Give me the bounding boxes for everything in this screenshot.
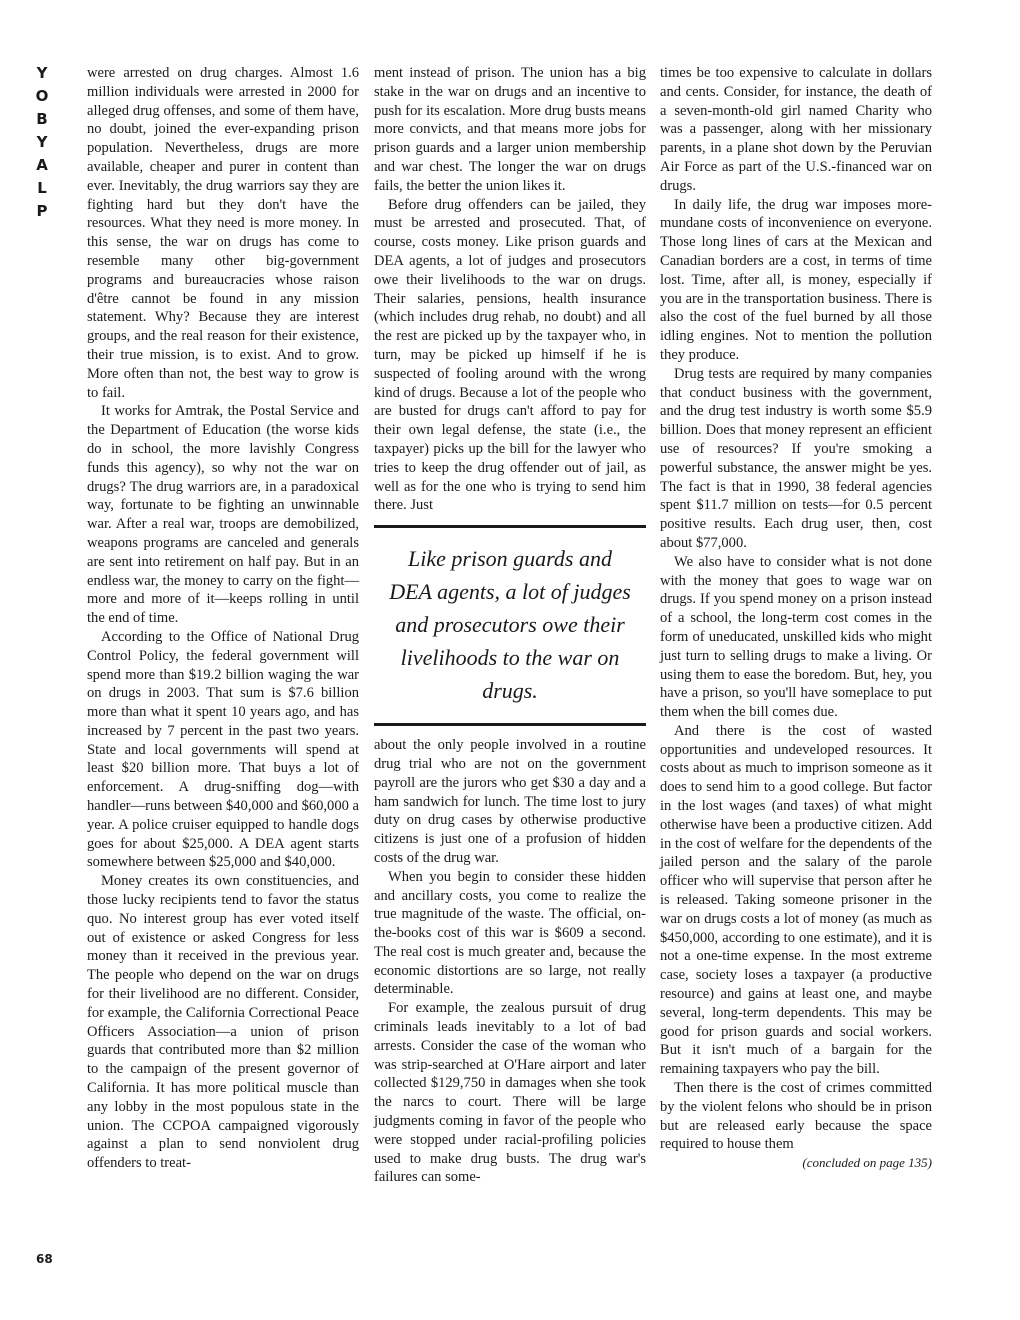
magazine-letter: P <box>36 202 48 220</box>
magazine-letter: Y <box>36 64 48 82</box>
paragraph: Money creates its own constituencies, and those lucky recipients tend to favor the status quo. No interest group has ever voted itself out of existence or asked Congress for less money than it received in the previous year. The people who depend on the war on drugs for their livelihood are no different. Consider, for example, the California Correctional Peace Officers Association—a union of prison guards that contributed more than $2 million to the campaign of the present governor of California. It has more political muscle than any lobby in the most populous state in the union. The CCPOA campaigned vigorously against a plan to send nonviolent drug offenders to treat- <box>87 873 359 1172</box>
paragraph: Then there is the cost of crimes committed by the violent felons who should be in prison but are released early because the space required to house them <box>660 1080 932 1153</box>
paragraph: According to the Office of National Drug Control Policy, the federal government will spend more than $19.2 billion waging the war on drugs in 2003. That sum is $7.6 billion more than what it spent 10 years ago, and has increased by 7 percent in the past two years. State and local governments will spend at least $20 billion more. That buys a lot of enforcement. A drug-sniffing dog—with handler—runs between $40,000 and $60,000 a year. A police cruiser equipped to handle dogs goes for about $25,000. A DEA agent starts somewhere between $25,000 and $40,000. <box>87 628 359 871</box>
paragraph: For example, the zealous pursuit of drug criminals leads inevitably to a lot of bad arrests. Consider the case of the woman who was strip-searched at O'Hare airport and later collected $129,750 in damages when she took the narcs to court. There will be large judgments coming in favor of the people who were stopped under racial-profiling policies used to make drug busts. The drug war's failures can some- <box>374 1000 646 1186</box>
magazine-letter: A <box>36 156 48 174</box>
page-number: 68 <box>36 1252 53 1266</box>
paragraph: We also have to consider what is not done with the money that goes to wage war on drugs. If you spend money on a prison instead of a school, the long-term cost comes in the form of uneducated, unskilled kids who might just turn to selling drugs to make a living. Or using them to ease the boredom. But, hey, you have a prison, so you'll have someplace to put them when the bill comes due. <box>660 553 932 721</box>
paragraph: It works for Amtrak, the Postal Service and the Department of Education (the worse kids do in school, the more lavishly Congress funds this agency), so why not the war on drugs? The drug warriors are, in a paradoxical way, fortunate to be fighting an unwinnable war. After a real war, troops are demobilized, weapons programs are canceled and generals are sent into retirement on half pay. But in an endless war, the money to carry on the fight—more and more of it—keeps rolling in until the end of time. <box>87 403 359 627</box>
magazine-letter: L <box>37 179 47 197</box>
magazine-letter: Y <box>36 133 48 151</box>
magazine-letter: B <box>36 110 48 128</box>
paragraph: Before drug offenders can be jailed, they must be arrested and prosecuted. That, of course, costs money. Like prison guards and DEA agents, a lot of judges and prosecutors owe their livelihoods to the war on drugs. Their salaries, pensions, health insurance (which includes drug rehab, no doubt) and all the rest are picked up by the taxpayer who, in turn, may be picked up himself if he is suspected of fooling around with the wrong kind of drugs. Because a lot of the people who are busted for drugs can't afford to pay for their own legal defense, the state (i.e., the taxpayer) picks up the bill for the lawyer who tries to keep the drug offender out of jail, as well as for the one who is trying to send him there. Just <box>374 196 646 514</box>
paragraph: When you begin to consider these hidden and ancillary costs, you come to realize the true magnitude of the waste. The official, on-the-books cost of this war is $609 a second. The real cost is much greater and, because the economic distortions are so large, not really determinable. <box>374 868 646 998</box>
article-column-2 <box>374 64 646 1187</box>
paragraph: about the only people involved in a routine drug trial who are not on the government payroll are the jurors who get $30 a day and a ham sandwich for lunch. The time lost to jury duty on drug cases by otherwise productive citizens is just one of a profusion of hidden costs of the drug war. <box>374 737 646 866</box>
paragraph: ment instead of prison. The union has a big stake in the war on drugs and an incentive to push for its escalation. More drug busts means more convicts, and that means more jobs for prison guards and a larger union membership and war chest. The longer the war on drugs fails, the better the union likes it. <box>374 65 646 194</box>
article-column-3 <box>660 64 932 1173</box>
paragraph: times be too expensive to calculate in dollars and cents. Consider, for instance, the death of a seven-month-old girl named Charity who was a passenger, along with her missionary parents, in a plane shot down by the Peruvian Air Force as part of the U.S.-financed war on drugs. <box>660 65 932 194</box>
magazine-letter: O <box>35 87 49 105</box>
pull-quote: Like prison guards and DEA agents, a lot of judges and prosecutors owe their livelihoods to the war on drugs. <box>389 546 631 704</box>
pull-quote-bottom-rule <box>374 723 646 726</box>
continued-note: (concluded on page 135) <box>802 1155 932 1171</box>
paragraph: And there is the cost of wasted opportunities and undeveloped resources. It costs about as much to imprison someone as it does to send him to a good college. But factor in the lost wages (and taxes) of what might otherwise have been a productive citizen. Add in the cost of welfare for the dependents of the jailed person and the salary of the parole officer who will supervise that person after he is released. Taking someone prisoner in the war on drugs costs a lot of money (as much as $450,000, according to one estimate), and it is not a one-time expense. In the most extreme case, society loses a taxpayer (a productive resource) and gains at least one, and maybe several, long-term dependents. This may be good for prison guards and social workers. But it isn't much of a bargain for the remaining taxpayers who pay the bill. <box>660 722 932 1078</box>
pull-quote-top-rule <box>374 525 646 528</box>
paragraph: were arrested on drug charges. Almost 1.6 million individuals were arrested in 2000 for alleged drug offenses, and some of them have, no doubt, joined the ever-expanding prison population. Nevertheless, drugs are more available, cheaper and purer in content than ever. Inevitably, the drug warriors say they are fighting hard but they don't have the resources. What they need is more money. In this sense, the war on drugs has come to resemble many other big-government programs and bureaucracies whose raison d'être cannot be found in any mission statement. Why? Because they are interest groups, and the real reason for their existence, their true mission, is to exist. And to grow. More often than not, the best way to grow is to fail. <box>87 65 359 401</box>
article-column-1 <box>87 64 359 1173</box>
paragraph: Drug tests are required by many companies that conduct business with the government, and the drug test industry is worth some $5.9 billion. Does that money represent an efficient use of resources? If you're smoking a powerful substance, the answer might be yes. The fact is that in 1990, 38 federal agencies spent $11.7 million on tests—for 0.5 percent positive results. Each drug user, then, cost about $77,000. <box>660 365 932 551</box>
magazine-vertical-label <box>32 66 52 227</box>
paragraph: In daily life, the drug war imposes more-mundane costs of inconvenience on everyone. Those long lines of cars at the Mexican and Canadian borders are a cost, in terms of time lost. Time, after all, is money, especially if you are in the transportation business. There is also the cost of the fuel burned by all those idling engines. Not to mention the pollution they produce. <box>660 196 932 363</box>
